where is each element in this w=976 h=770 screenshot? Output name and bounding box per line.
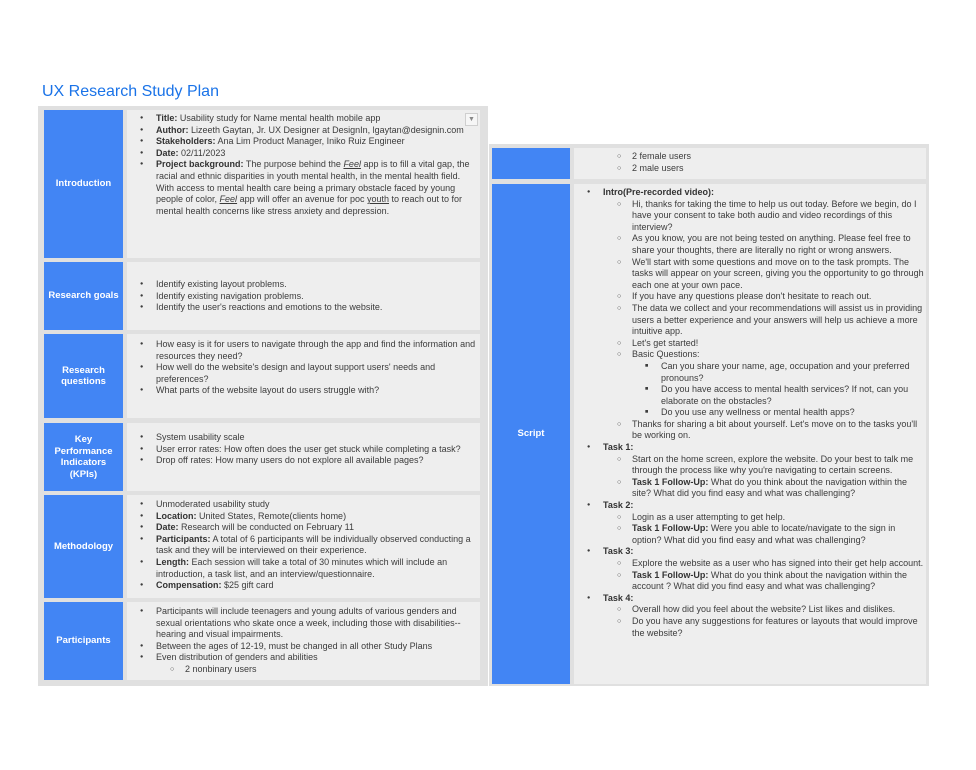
row-script xyxy=(492,184,926,684)
list-item: ○ Overall how did you feel about the website? List likes and dislikes. xyxy=(632,604,924,616)
list-item: ○ Task 1 Follow-Up: What do you think about the navigation within the site? What did you find easy and what was challenging? xyxy=(632,477,924,500)
list-item: ● Location: United States, Remote(clients home) xyxy=(156,511,480,523)
list-item: ● Drop off rates: How many users do not explore all available pages? xyxy=(156,455,480,467)
content-introduction xyxy=(127,110,480,258)
list-item: ○ 2 male users xyxy=(632,163,926,175)
list-item: ● Stakeholders: Ana Lim Product Manager, Iniko Ruiz Engineer xyxy=(156,136,480,148)
list-item-container xyxy=(603,151,926,174)
list-item: ● Intro(Pre-recorded video): ○ Hi, thanks for taking the time to help us out today. Before we begin, do I have your consent to take both audio and video recordings of this interview? ○ As you know, you are not being tested on anything. Please feel free to share your thoughts, there are literally no right or wrong answers. ○ We'll start with some questions and move on to the task prompts. The tasks will appear on your screen, giving you the opportunity to go through each one at your own pace. ○ If you have any questions please don't hesitate to reach out. ○ The data we collect and your recommendations will assist us in providing users a better experience and your answers will help us achieve a more intuitive app. ○ Let's get started! ○ Basic Questions: ■ Can you share your name, age, occupation and your preferred pronouns? ■ Do you have access to mental health services? If not, can you elaborate on the obstacles? ■ Do you use any wellness or mental health apps? ○ Thanks for sharing a bit about yourself. Let's move on to the tasks you'll be working on. xyxy=(603,187,924,442)
row-kpis xyxy=(44,423,480,491)
label-research-goals: Research goals xyxy=(44,262,123,330)
list-item: ○ Start on the home screen, explore the website. Do your best to talk me through the process like why you're navigating to certain screens. xyxy=(632,454,924,477)
list-item: ■ Can you share your name, age, occupation and your preferred pronouns? xyxy=(661,361,924,384)
row-methodology xyxy=(44,495,480,598)
list-item: ■ Do you use any wellness or mental health apps? xyxy=(661,407,924,419)
list-item: ● How well do the website's design and layout support users' needs and preferences? xyxy=(156,362,480,385)
list-item: ○ As you know, you are not being tested on anything. Please feel free to share your thoughts, there are literally no right or wrong answers. xyxy=(632,233,924,256)
page-title: UX Research Study Plan xyxy=(42,83,219,100)
label-participants-continued xyxy=(492,148,570,179)
chevron-down-icon[interactable]: ▼ xyxy=(465,113,478,126)
list-item: ● Participants will include teenagers and young adults of various genders and sexual orientations who skate once a week, including those with disabilities--hearing and visual impairments. xyxy=(156,606,480,641)
row-participants xyxy=(44,602,480,680)
content-research-questions xyxy=(127,334,480,418)
list-item: ○ Explore the website as a user who has signed into their get help account. xyxy=(632,558,924,570)
list-item: ● Date: 02/11/2023 xyxy=(156,148,480,160)
list-item: ● Task 4: ○ Overall how did you feel about the website? List likes and dislikes. ○ Do you have any suggestions for features or layouts that would improve the website? xyxy=(603,593,924,639)
list-item: ○ 2 nonbinary users xyxy=(185,664,480,676)
list-item: ● System usability scale xyxy=(156,432,480,444)
list-item: ● Between the ages of 12-19, must be changed in all other Study Plans xyxy=(156,641,480,653)
list-item: ○ The data we collect and your recommendations will assist us in providing users a better experience and your answers will help us achieve a more intuitive app. xyxy=(632,303,924,338)
list-item: ● What parts of the website layout do users struggle with? xyxy=(156,385,480,397)
content-research-goals xyxy=(127,262,480,330)
row-research-questions xyxy=(44,334,480,418)
list-item: ○ Login as a user attempting to get help. xyxy=(632,512,924,524)
list-item: ○ Basic Questions: ■ Can you share your name, age, occupation and your preferred pronouns? ■ Do you have access to mental health services? If not, can you elaborate on the obstacles? ■ Do you use any wellness or mental health apps? xyxy=(632,349,924,419)
list-item: ● How easy is it for users to navigate through the app and find the information and resources they need? xyxy=(156,339,480,362)
content-participants xyxy=(127,602,480,680)
list-item: ○ Hi, thanks for taking the time to help us out today. Before we begin, do I have your consent to take both audio and video recordings of this interview? xyxy=(632,199,924,234)
list-item: ● Date: Research will be conducted on February 11 xyxy=(156,522,480,534)
content-methodology xyxy=(127,495,480,598)
list-item: ● Task 2: ○ Login as a user attempting to get help. ○ Task 1 Follow-Up: Were you able to locate/navigate to the sign in option? What did you find easy and what was challenging? xyxy=(603,500,924,546)
content-kpis xyxy=(127,423,480,491)
list-item: ○ Task 1 Follow-Up: What do you think about the navigation within the account ? What did you find easy and what was challenging? xyxy=(632,570,924,593)
list-item: ○ Task 1 Follow-Up: Were you able to locate/navigate to the sign in option? What did you find easy and what was challenging? xyxy=(632,523,924,546)
list-item: ○ 2 female users xyxy=(632,151,926,163)
label-introduction: Introduction xyxy=(44,110,123,258)
content-script xyxy=(574,184,926,684)
list-item: ● User error rates: How often does the user get stuck while completing a task? xyxy=(156,444,480,456)
list-item: ● Author: Lizeeth Gaytan, Jr. UX Designer at DesignIn, lgaytan@designin.com xyxy=(156,125,480,137)
content-participants-continued xyxy=(574,148,926,179)
list-item: ● Title: Usability study for Name mental health mobile app xyxy=(156,113,480,125)
list-item: ○ Do you have any suggestions for features or layouts that would improve the website? xyxy=(632,616,924,639)
list-item: ○ If you have any questions please don't hesitate to reach out. xyxy=(632,291,924,303)
row-participants-continued xyxy=(492,148,926,179)
list-item: ● Compensation: $25 gift card xyxy=(156,580,480,592)
list-item: ● Length: Each session will take a total of 30 minutes which will include an introduction, a task list, and an interview/questionnaire. xyxy=(156,557,480,580)
list-item: ● Identify existing layout problems. xyxy=(156,279,480,291)
label-methodology: Methodology xyxy=(44,495,123,598)
label-participants: Participants xyxy=(44,602,123,680)
list-item: ● Unmoderated usability study xyxy=(156,499,480,511)
label-script: Script xyxy=(492,184,570,684)
row-research-goals xyxy=(44,262,480,330)
list-item: ● Project background: The purpose behind the Feel app is to fill a vital gap, the racial and ethnic disparities in youth mental health, in the mental health field. With access to mental health care being a primary obstacle faced by young people of color, Feel app will offer an avenue for poc youth to reach out to for mental health concerns like stress anxiety and depression. xyxy=(156,159,480,217)
list-item: ■ Do you have access to mental health services? If not, can you elaborate on the obstacles? xyxy=(661,384,924,407)
list-item: ○ We'll start with some questions and move on to the task prompts. The tasks will appear on your screen, giving you the opportunity to go through each one at your own pace. xyxy=(632,257,924,292)
list-item: ● Even distribution of genders and abilities ○ 2 nonbinary users xyxy=(156,652,480,675)
label-kpis: Key Performance Indicators (KPIs) xyxy=(44,423,123,491)
list-item: ● Identify existing navigation problems. xyxy=(156,291,480,303)
list-item: ● Participants: A total of 6 participants will be individually observed conducting a task and they will be interviewed on their experience. xyxy=(156,534,480,557)
list-item: ○ Let's get started! xyxy=(632,338,924,350)
list-item: ● Identify the user's reactions and emotions to the website. xyxy=(156,302,480,314)
list-item: ● Task 3: ○ Explore the website as a user who has signed into their get help account. ○ Task 1 Follow-Up: What do you think about the navigation within the account ? What did you find easy and what was challenging? xyxy=(603,546,924,592)
list-item: ● Task 1: ○ Start on the home screen, explore the website. Do your best to talk me through the process like why you're navigating to certain screens. ○ Task 1 Follow-Up: What do you think about the navigation within the site? What did you find easy and what was challenging? xyxy=(603,442,924,500)
row-introduction xyxy=(44,110,480,258)
list-item: ○ Thanks for sharing a bit about yourself. Let's move on to the tasks you'll be working on. xyxy=(632,419,924,442)
label-research-questions: Research questions xyxy=(44,334,123,418)
